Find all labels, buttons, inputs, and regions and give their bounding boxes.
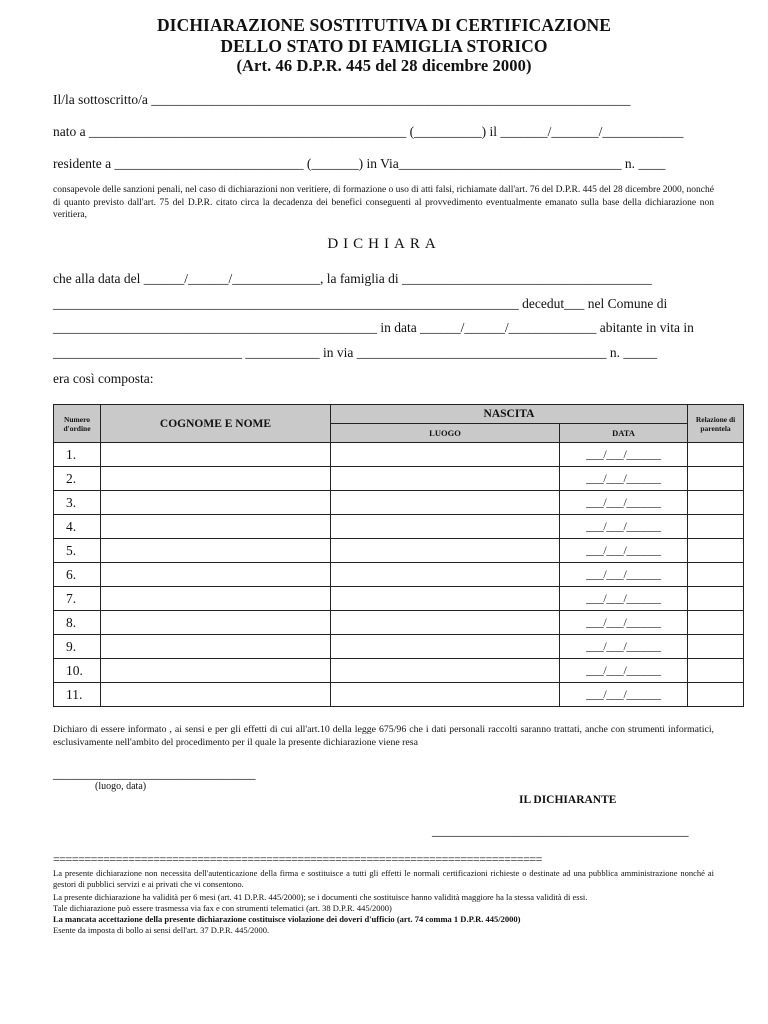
title-line-3: (Art. 46 D.P.R. 445 del 28 dicembre 2000) <box>236 56 532 75</box>
row-number: 5. <box>54 539 101 563</box>
relazione-cell[interactable] <box>688 443 744 467</box>
relazione-cell[interactable] <box>688 659 744 683</box>
table-row <box>54 467 744 491</box>
data-nascita-cell[interactable]: ___/___/______ <box>560 659 688 683</box>
data-nascita-cell[interactable]: ___/___/______ <box>560 635 688 659</box>
luogo-data-line[interactable]: ______________________________ <box>53 766 256 781</box>
luogo-nascita-cell[interactable] <box>331 467 560 491</box>
footer-validita-text: La presente dichiarazione ha validità per 6 mesi (art. 41 D.P.R. 445/2000); se i documenti che sostituisce hanno validità maggiore ha la stessa validità di essi. <box>53 892 588 902</box>
relazione-cell[interactable] <box>688 683 744 707</box>
row-number: 6. <box>54 563 101 587</box>
luogo-nascita-cell[interactable] <box>331 491 560 515</box>
body-line-2[interactable]: _____________________________________________________________________ decedut___ nel Comune di <box>53 296 668 311</box>
dichiara-heading: DICHIARA <box>327 236 441 252</box>
data-nascita-cell[interactable]: ___/___/______ <box>560 515 688 539</box>
luogo-nascita-cell[interactable] <box>331 443 560 467</box>
sottoscritto-field[interactable]: Il/la sottoscritto/a _______________________________________________________________________ <box>53 92 631 107</box>
table-row <box>54 491 744 515</box>
relazione-cell[interactable] <box>688 515 744 539</box>
table-row <box>54 587 744 611</box>
cognome-nome-cell[interactable] <box>101 683 331 707</box>
table-row <box>54 515 744 539</box>
data-nascita-cell[interactable]: ___/___/______ <box>560 539 688 563</box>
body-line-3[interactable]: ________________________________________________ in data ______/______/_____________ abitante in vita in <box>53 320 694 335</box>
col-name-header: COGNOME E NOME <box>101 405 331 443</box>
luogo-nascita-cell[interactable] <box>331 611 560 635</box>
col-nascita-header: NASCITA <box>331 405 688 424</box>
row-number: 9. <box>54 635 101 659</box>
title-line-2: DELLO STATO DI FAMIGLIA STORICO <box>220 36 548 56</box>
footer-bollo-text: Esente da imposta di bollo ai sensi dell'art. 37 D.P.R. 445/2000. <box>53 925 270 935</box>
family-table-body <box>54 443 744 707</box>
residente-field[interactable]: residente a ____________________________ (_______) in Via_________________________________ n. ____ <box>53 156 666 171</box>
cognome-nome-cell[interactable] <box>101 587 331 611</box>
relazione-cell[interactable] <box>688 563 744 587</box>
luogo-nascita-cell[interactable] <box>331 683 560 707</box>
row-number: 10. <box>54 659 101 683</box>
data-nascita-cell[interactable]: ___/___/______ <box>560 683 688 707</box>
data-nascita-cell[interactable]: ___/___/______ <box>560 587 688 611</box>
signature-line[interactable]: ______________________________________ <box>432 823 689 838</box>
row-number: 3. <box>54 491 101 515</box>
data-nascita-cell[interactable]: ___/___/______ <box>560 491 688 515</box>
footer-accettazione-text <box>53 914 520 925</box>
row-number: 1. <box>54 443 101 467</box>
relazione-cell[interactable] <box>688 491 744 515</box>
luogo-nascita-cell[interactable] <box>331 539 560 563</box>
cognome-nome-cell[interactable] <box>101 659 331 683</box>
cognome-nome-cell[interactable] <box>101 491 331 515</box>
luogo-nascita-cell[interactable] <box>331 635 560 659</box>
col-data-header: DATA <box>560 424 688 443</box>
body-line-4[interactable]: ____________________________ ___________ in via _____________________________________ n. _____ <box>53 345 658 360</box>
separator-line: ============================================================================== <box>53 852 542 866</box>
cognome-nome-cell[interactable] <box>101 563 331 587</box>
cognome-nome-cell[interactable] <box>101 515 331 539</box>
luogo-nascita-cell[interactable] <box>331 659 560 683</box>
luogo-data-label: (luogo, data) <box>95 781 147 792</box>
body-line-1[interactable]: che alla data del ______/______/_____________, la famiglia di _____________________________________ <box>53 271 652 286</box>
luogo-nascita-cell[interactable] <box>331 563 560 587</box>
footer-accettazione-main: La mancata accettazione della presente dichiarazione costituisce violazione dei doveri d'ufficio <box>53 914 395 924</box>
cognome-nome-cell[interactable] <box>101 635 331 659</box>
title-line-1: DICHIARAZIONE SOSTITUTIVA DI CERTIFICAZIONE <box>156 15 612 35</box>
table-row <box>54 563 744 587</box>
table-row <box>54 539 744 563</box>
relazione-cell[interactable] <box>688 635 744 659</box>
footer-autenticazione-text: La presente dichiarazione non necessita dell'autenticazione della firma e sostituisce a tutti gli effetti le normali certificazioni richieste o destinate ad una pubblica amministrazione nonché ai gestori di pubblici servizi e ai privati che vi consentono. <box>53 868 714 889</box>
data-nascita-cell[interactable]: ___/___/______ <box>560 563 688 587</box>
row-number: 4. <box>54 515 101 539</box>
body-line-5: era così composta: <box>53 371 154 386</box>
dichiarante-label: IL DICHIARANTE <box>519 794 617 806</box>
col-numero-header: Numero d'ordine <box>54 405 101 443</box>
relazione-cell[interactable] <box>688 539 744 563</box>
table-row <box>54 659 744 683</box>
col-relazione-header: Relazione di parentela <box>688 405 744 443</box>
consapevole-paragraph: consapevole delle sanzioni penali, nel caso di dichiarazioni non veritiere, di formazione o uso di atti falsi, richiamate dall'art. 76 del D.P.R. 445 del 28 dicembre 2000, nonché di quanto previsto dall'art. 75 del D.P.R. citato circa la decadenza dei benefici conseguenti al provvedimento eventualmente emanato sulla base della dichiarazione non veritiera, <box>53 185 714 220</box>
data-nascita-cell[interactable]: ___/___/______ <box>560 443 688 467</box>
footer-trasmissione-text: Tale dichiarazione può essere trasmessa via fax e con strumenti telematici (art. 38 D.P.R. 445/2000) <box>53 903 392 913</box>
data-nascita-cell[interactable]: ___/___/______ <box>560 611 688 635</box>
row-number: 11. <box>54 683 101 707</box>
table-row <box>54 611 744 635</box>
family-table <box>53 404 744 707</box>
table-row <box>54 683 744 707</box>
luogo-nascita-cell[interactable] <box>331 587 560 611</box>
relazione-cell[interactable] <box>688 467 744 491</box>
row-number: 8. <box>54 611 101 635</box>
footer-accettazione-ref: (art. 74 comma 1 D.P.R. 445/2000) <box>396 914 521 924</box>
relazione-cell[interactable] <box>688 587 744 611</box>
data-nascita-cell[interactable]: ___/___/______ <box>560 467 688 491</box>
relazione-cell[interactable] <box>688 611 744 635</box>
cognome-nome-cell[interactable] <box>101 467 331 491</box>
cognome-nome-cell[interactable] <box>101 443 331 467</box>
row-number: 2. <box>54 467 101 491</box>
cognome-nome-cell[interactable] <box>101 539 331 563</box>
row-number: 7. <box>54 587 101 611</box>
cognome-nome-cell[interactable] <box>101 611 331 635</box>
col-luogo-header: LUOGO <box>331 424 560 443</box>
table-row <box>54 443 744 467</box>
luogo-nascita-cell[interactable] <box>331 515 560 539</box>
table-row <box>54 635 744 659</box>
nato-field[interactable]: nato a _______________________________________________ (__________) il _______/_______/____________ <box>53 124 684 139</box>
privacy-paragraph: Dichiaro di essere informato , ai sensi e per gli effetti di cui all'art.10 della legge 675/96 che i dati personali raccolti saranno trattati, anche con strumenti informatici, esclusivamente nell'ambito del procedimento per il quale la presente dichiarazione viene resa <box>53 724 714 748</box>
